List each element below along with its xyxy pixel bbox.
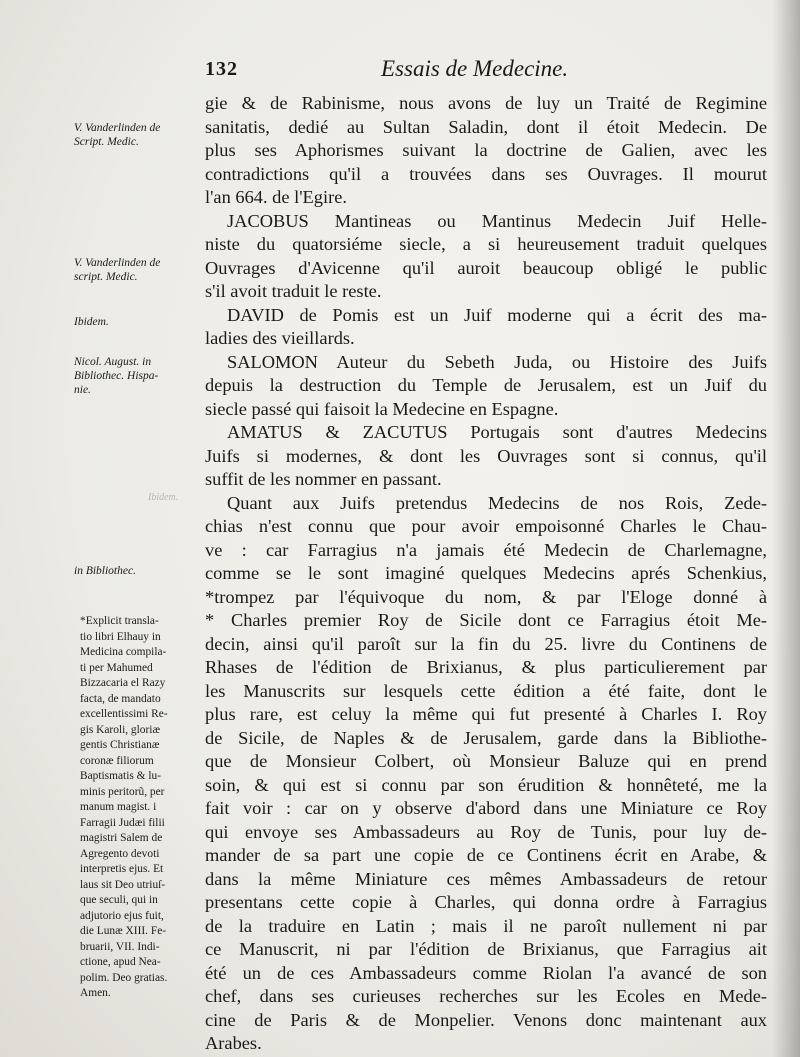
margin-note-ibidem: [74, 315, 109, 329]
text-line: ve : car Farragius n'a jamais été Medecin de Charlemagne,: [205, 539, 767, 560]
text-line: dans la même Miniature ces mêmes Ambassadeurs de retour: [205, 868, 767, 889]
text-line: s'il avoit traduit le reste.: [205, 281, 382, 301]
page-header: [205, 56, 765, 86]
margin-note-line: V. Vanderlinden de: [74, 257, 161, 269]
text-line: decin, ainsi qu'il paroît sur la fin du 25. livre du Continens de: [205, 633, 767, 654]
footnote-line: bruarii, VII. Indi-: [80, 940, 160, 953]
text-line: SALOMON Auteur du Sebeth Juda, ou Histoire des Juifs: [227, 351, 767, 372]
footnote-line: Agregento devoti: [80, 847, 160, 860]
text-line: * Charles premier Roy de Sicile dont ce Farragius étoit Me-: [205, 610, 767, 630]
text-line: Quant aux Juifs pretendus Medecins de nos Rois, Zede-: [227, 492, 767, 513]
footnote-line: excellentissimi Re-: [80, 708, 168, 720]
margin-note-nicol-august: [74, 355, 158, 397]
text-line: Juifs si modernes, & dont les Ouvrages sont si connus, qu'il: [205, 445, 767, 466]
text-line: plus rare, est celuy la même qui fut presenté à Charles I. Roy: [205, 704, 767, 724]
text-line: gie & de Rabinisme, nous avons de luy un Traité de Regimine: [205, 93, 767, 113]
text-line: suffit de les nommer en passant.: [205, 469, 442, 489]
footnote-line: manum magist. i: [80, 801, 157, 813]
text-line: niste du quatorsiéme siecle, a si heureusement traduit quelques: [205, 234, 767, 254]
text-line: Rhases de l'édition de Brixianus, & plus particulierement par: [205, 657, 767, 677]
margin-note-line: Bibliothec. Hispa-: [74, 370, 159, 382]
text-line: que de Monsieur Colbert, où Monsieur Baluze qui en prend: [205, 751, 767, 771]
margin-note-vanderlinden-2: [74, 256, 160, 284]
text-line: de Sicile, de Naples & de Jerusalem, garde dans la Bibliothe-: [205, 727, 767, 748]
text-line: JACOBUS Mantineas ou Mantinus Medecin Juif Helle-: [227, 210, 767, 231]
text-line: *trompez par l'équivoque du nom, & par l'Eloge donné à: [205, 586, 767, 607]
body-text: [205, 92, 767, 1056]
text-line: siecle passé qui faisoit la Medecine en Espagne.: [205, 398, 559, 419]
footnote-line: gis Karoli, gloriæ: [80, 723, 161, 736]
explicit-footnote: [80, 614, 208, 1002]
text-line: DAVID de Pomis est un Juif moderne qui a écrit des ma-: [227, 304, 767, 325]
footnote-line: facta, de mandato: [80, 692, 161, 705]
margin-note-in-bibliothec: [74, 564, 136, 578]
text-line: Arabes.: [205, 1033, 262, 1053]
running-title: Essais de Medecine.: [381, 56, 569, 81]
margin-note-line: script. Medic.: [74, 271, 138, 283]
show-through-mark: Ibidem.: [148, 492, 179, 503]
page-number: 132: [205, 58, 238, 80]
margin-note-line: nie.: [74, 384, 91, 396]
footnote-line: interpretis ejus. Et: [80, 863, 164, 875]
text-line: soin, & qui est si connu par son érudition & honnêteté, me la: [205, 774, 767, 795]
text-line: plus ses Aphorismes suivant la doctrine de Galien, avec les: [205, 140, 767, 160]
text-line: sanitatis, dedié au Sultan Saladin, dont il étoit Medecin. De: [205, 116, 767, 137]
footnote-line: *Explicit transla-: [80, 615, 159, 627]
text-line: contradictions qu'il a trouvées dans ses Ouvrages. Il mourut: [205, 163, 767, 184]
text-line: presentans cette copie à Charles, qui donna ordre à Farragius: [205, 892, 767, 912]
text-line: de la traduire en Latin ; mais il ne paroît nullement ni par: [205, 915, 767, 936]
text-line: chef, dans ses curieuses recherches sur les Ecoles en Mede-: [205, 986, 767, 1006]
text-line: mander de sa part une copie de ce Continens écrit en Arabe, &: [205, 845, 767, 865]
footnote-line: adjutorio ejus fuit,: [80, 909, 164, 922]
footnote-line: Farragii Judæi filii: [80, 816, 165, 829]
text-line: cine de Paris & de Monpelier. Venons donc maintenant aux: [205, 1009, 767, 1030]
margin-note-line: Ibidem.: [74, 316, 109, 328]
margin-note-line: Nicol. August. in: [74, 356, 152, 368]
footnote-line: ti per Mahumed: [80, 661, 153, 674]
footnote-line: Medicina compila-: [80, 646, 167, 658]
text-line: depuis la destruction du Temple de Jerusalem, est un Juif du: [205, 375, 767, 395]
footnote-line: Bizzacaria el Razy: [80, 677, 166, 689]
text-line: qui envoye ses Ambassadeurs au Roy de Tunis, pour luy de-: [205, 821, 767, 842]
text-line: AMATUS & ZACUTUS Portugais sont d'autres Medecins: [227, 422, 767, 442]
text-line: comme se le sont imaginé quelques Medecins aprés Schenkius,: [205, 563, 767, 583]
text-line: ladies des vieillards.: [205, 328, 355, 348]
text-line: ce Manuscrit, ni par l'édition de Brixianus, que Farragius ait: [205, 939, 767, 959]
gutter-shadow: [772, 0, 800, 1057]
text-line: chias n'est connu que pour avoir empoisonné Charles le Chau-: [205, 516, 767, 536]
footnote-line: tio libri Elhauy in: [80, 630, 161, 643]
text-line: été un de ces Ambassadeurs comme Riolan l'a avancé de son: [205, 962, 767, 983]
footnote-line: Amen.: [80, 987, 111, 999]
footnote-line: laus sit Deo utriuſ-: [80, 878, 166, 891]
margin-note-line: Script. Medic.: [74, 136, 139, 148]
footnote-line: que seculi, qui in: [80, 894, 158, 906]
margin-note-line: V. Vanderlinden de: [74, 122, 161, 134]
footnote-line: coronæ filiorum: [80, 754, 154, 767]
footnote-line: magistri Salem de: [80, 832, 163, 844]
text-line: l'an 664. de l'Egire.: [205, 187, 347, 207]
margin-note-line: in Bibliothec.: [74, 565, 136, 577]
footnote-line: die Lunæ XIII. Fe-: [80, 925, 167, 937]
text-line: fait voir : car on y observe d'abord dans une Miniature ce Roy: [205, 798, 767, 818]
footnote-line: polim. Deo gratias.: [80, 971, 168, 984]
footnote-line: minis peritorũ, per: [80, 785, 165, 798]
text-line: les Manuscrits sur lesquels cette édition a été faite, dont le: [205, 680, 767, 701]
footnote-line: Baptismatis & lu-: [80, 770, 161, 782]
margin-note-vanderlinden-1: [74, 121, 160, 149]
footnote-line: ctione, apud Nea-: [80, 956, 161, 968]
text-line: Ouvrages d'Avicenne qu'il auroit beaucoup obligé le public: [205, 257, 767, 278]
footnote-line: gentis Christianæ: [80, 739, 160, 751]
